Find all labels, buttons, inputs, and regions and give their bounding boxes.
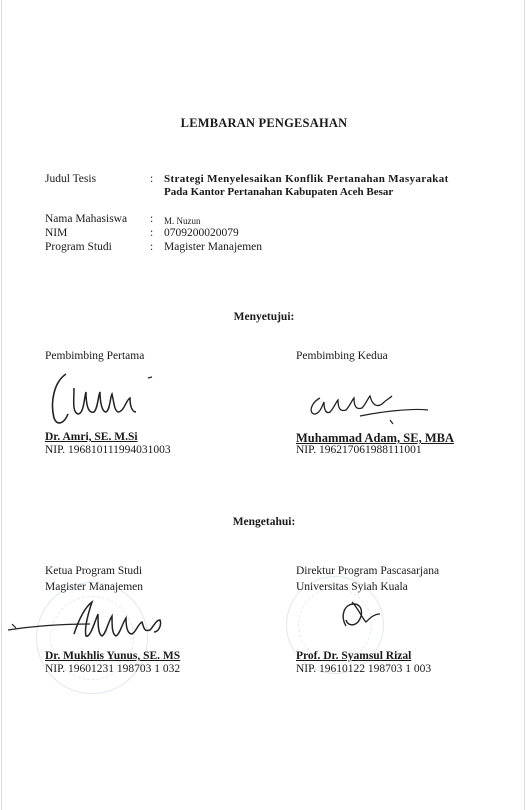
ketua-nip: NIP. 19601231 198703 1 032: [45, 663, 181, 675]
nama-label: Nama Mahasiswa: [45, 213, 128, 225]
direktur-role-2: Universitas Syiah Kuala: [296, 581, 408, 593]
prodi-label: Program Studi: [45, 241, 112, 253]
prodi-colon: :: [150, 241, 154, 253]
nama-colon: :: [150, 213, 154, 225]
judul-colon: :: [150, 173, 154, 185]
ketua-role-2: Magister Manajemen: [45, 581, 144, 593]
ketua-role-1: Ketua Program Studi: [45, 565, 143, 577]
pembimbing1-signature: [44, 368, 164, 428]
direktur-signature: [336, 596, 386, 636]
ketua-signature: [4, 594, 174, 652]
pembimbing2-nip: NIP. 196217061988111001: [296, 444, 422, 456]
pembimbing1-nip: NIP. 196810111994031003: [45, 444, 171, 456]
nama-value: M. Nuzun: [164, 216, 201, 226]
pembimbing1-role: Pembimbing Pertama: [45, 350, 145, 362]
nim-value: 0709200020079: [164, 227, 239, 239]
direktur-name: Prof. Dr. Syamsul Rizal: [296, 650, 412, 662]
direktur-nip: NIP. 19610122 198703 1 003: [296, 663, 432, 675]
judul-line-2: Pada Kantor Pertanahan Kabupaten Aceh Besar: [164, 186, 394, 198]
pembimbing2-role: Pembimbing Kedua: [296, 350, 388, 362]
direktur-role-1: Direktur Program Pascasarjana: [296, 565, 440, 577]
page-title: LEMBARAN PENGESAHAN: [180, 116, 348, 130]
judul-line-1: Strategi Menyelesaikan Konflik Pertanahan Masyarakat: [164, 173, 449, 185]
nim-label: NIM: [45, 227, 68, 239]
menyetujui-heading: Menyetujui:: [233, 311, 295, 323]
prodi-value: Magister Manajemen: [164, 241, 263, 253]
pembimbing1-name: Dr. Amri, SE. M.Si: [45, 431, 138, 443]
nim-colon: :: [150, 227, 154, 239]
ketua-name: Dr. Mukhlis Yunus, SE. MS: [45, 650, 181, 662]
judul-label: Judul Tesis: [45, 173, 97, 185]
mengetahui-heading: Mengetahui:: [232, 516, 296, 528]
pembimbing2-signature: [300, 390, 440, 430]
pembimbing2-name: Muhammad Adam, SE, MBA: [296, 431, 455, 445]
